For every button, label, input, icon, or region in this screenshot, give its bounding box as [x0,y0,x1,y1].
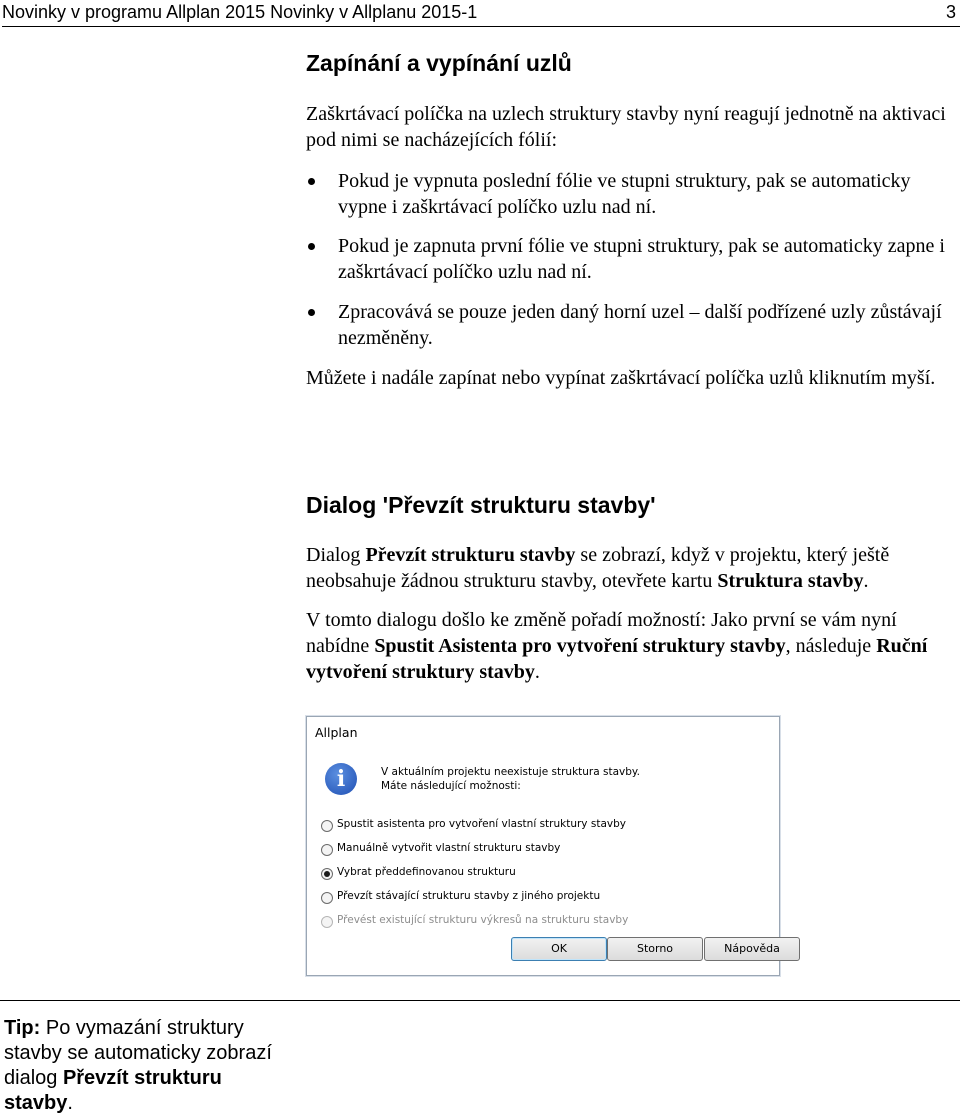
page-number: 3 [945,2,956,22]
radio-icon [321,916,333,928]
ok-button[interactable]: OK [511,937,607,961]
bullet-text: Zpracovává se pouze jeden daný horní uzel – další podřízené uzly zůstávají nezměněny. [338,301,942,349]
header-title: Novinky v programu Allplan 2015 Novinky v Allplanu 2015-1 [2,2,478,22]
tip-divider [0,1000,960,1001]
dialog-paragraph-2: V tomto dialogu došlo ke změně pořadí možností: Jako první se vám nyní nabídne Spustit Asistenta pro vytvoření struktury stavby, následuje Ruční vytvoření struktury stavby. [306,609,928,683]
info-icon: i [325,763,357,795]
dialog-title: Allplan [315,725,358,740]
bullet-text: Pokud je vypnuta poslední fólie ve stupni struktury, pak se automaticky vypne i zaškrtávací políčko uzlu nad ní. [338,170,911,218]
dialog-message: V aktuálním projektu neexistuje struktura stavby. Máte následující možnosti: [381,766,640,792]
help-button[interactable]: Nápověda [704,937,800,961]
section-heading-nodes: Zapínání a vypínání uzlů [306,50,572,76]
outro-paragraph: Můžete i nadále zapínat nebo vypínat zaškrtávací políčka uzlů kliknutím myší. [306,367,936,389]
cancel-button[interactable]: Storno [607,937,703,961]
allplan-dialog: Allplan i V aktuálním projektu neexistuje struktura stavby. Máte následující možnosti: Spustit asistenta pro vytvoření vlastní struktury stavby Manuálně vytvořit vlastní strukturu stavby Vybrat předdefinovanou strukturu Převzít stávající strukturu stavby z jiného projektu Převést existující strukturu výkresů na strukturu stavby OK Storno Nápověda [306,716,780,976]
radio-icon[interactable] [321,892,333,904]
radio-selected-icon[interactable] [321,868,333,880]
radio-icon[interactable] [321,820,333,832]
dialog-paragraph-1: Dialog Převzít strukturu stavby se zobrazí, když v projektu, který ještě neobsahuje žádnou strukturu stavby, otevřete kartu Struktura stavby. [306,544,890,592]
radio-icon[interactable] [321,844,333,856]
bullet-icon [308,178,315,185]
intro-paragraph: Zaškrtávací políčka na uzlech struktury stavby nyní reagují jednotně na aktivaci pod nimi se nacházejících fólií: [306,103,946,151]
page-header [2,0,960,27]
bullet-text: Pokud je zapnuta první fólie ve stupni struktury, pak se automaticky zapne i zaškrtávací políčko uzlu nad ní. [338,235,945,283]
bullet-icon [308,309,315,316]
tip-box: Tip: Po vymazání struktury stavby se automaticky zobrazí dialog Převzít strukturu stavby. [4,1017,272,1114]
section-heading-dialog: Dialog 'Převzít strukturu stavby' [306,492,656,518]
bullet-icon [308,243,315,250]
